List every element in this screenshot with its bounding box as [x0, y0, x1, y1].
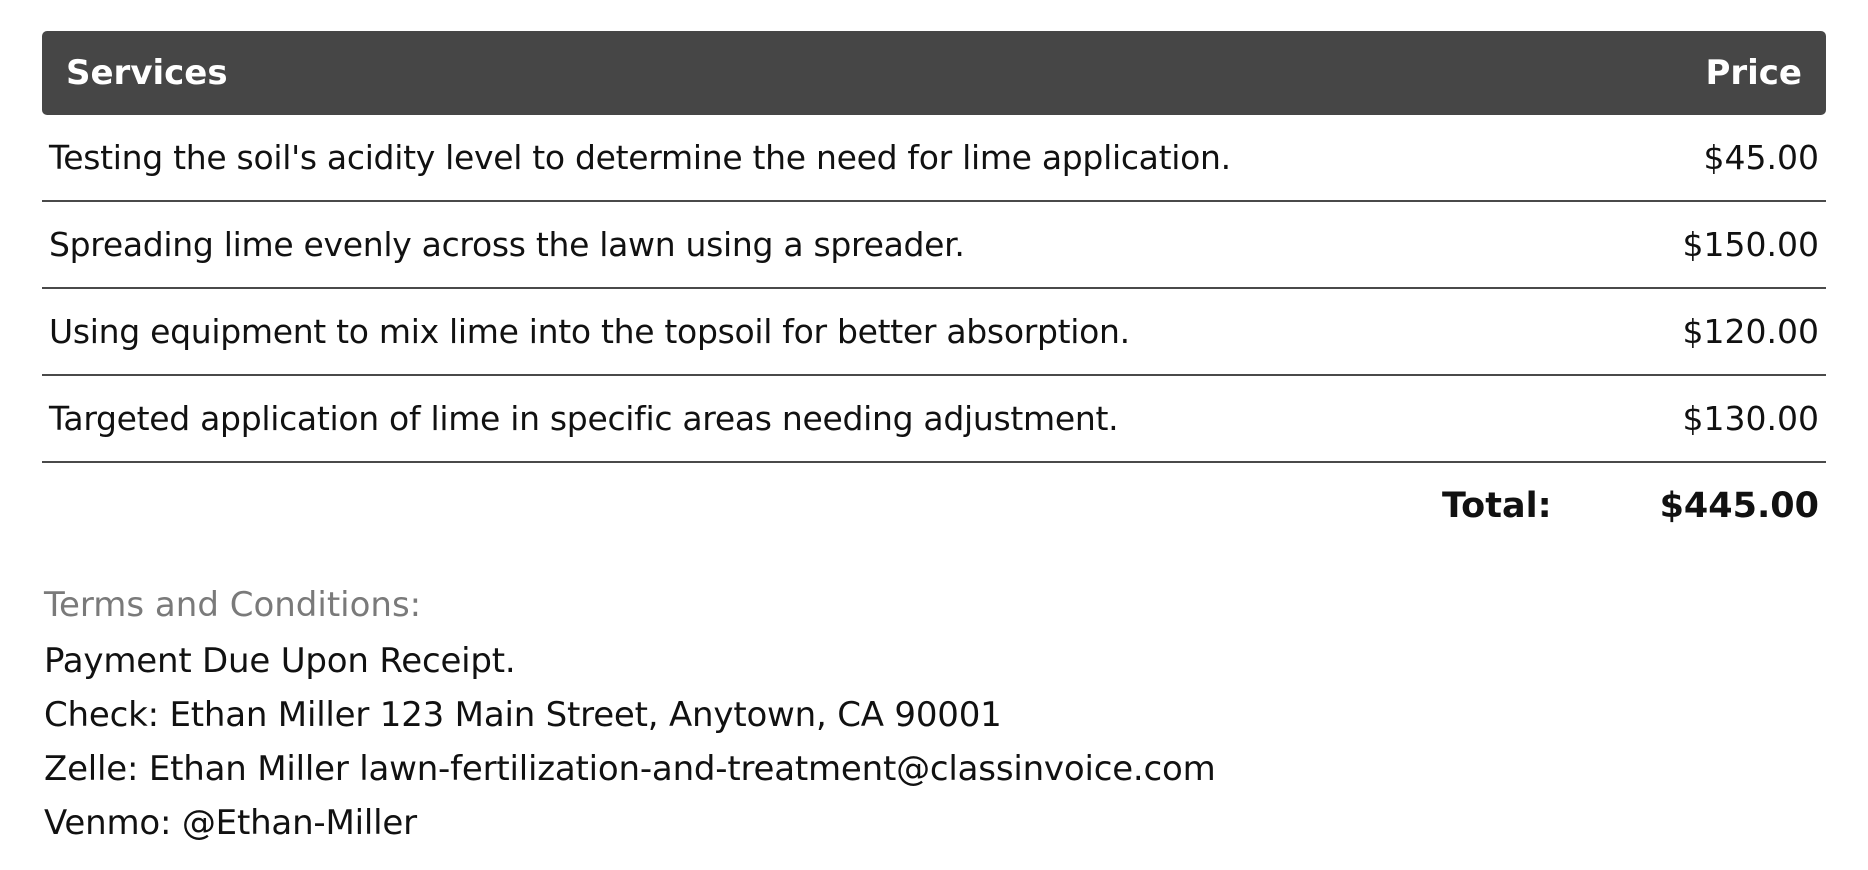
service-price: $150.00	[1682, 225, 1819, 264]
terms-venmo: Venmo: @Ethan-Miller	[44, 803, 417, 843]
table-row	[42, 115, 1826, 202]
service-description: Targeted application of lime in specific areas needing adjustment.	[49, 399, 1119, 438]
table-header	[42, 31, 1826, 115]
price-column-header: Price	[1705, 53, 1802, 93]
services-table	[42, 31, 1826, 549]
service-price: $120.00	[1682, 312, 1819, 351]
service-description: Using equipment to mix lime into the topsoil for better absorption.	[49, 312, 1130, 351]
table-row	[42, 289, 1826, 376]
service-description: Testing the soil's acidity level to determine the need for lime application.	[49, 138, 1231, 177]
terms-section	[44, 578, 1216, 850]
table-row	[42, 376, 1826, 463]
service-price: $45.00	[1703, 138, 1819, 177]
total-row	[42, 463, 1826, 549]
service-price: $130.00	[1682, 399, 1819, 438]
service-description: Spreading lime evenly across the lawn using a spreader.	[49, 225, 965, 264]
terms-check: Check: Ethan Miller 123 Main Street, Anytown, CA 90001	[44, 695, 1002, 735]
terms-title: Terms and Conditions:	[44, 585, 422, 625]
services-column-header: Services	[66, 53, 228, 93]
terms-zelle: Zelle: Ethan Miller lawn-fertilization-and-treatment@classinvoice.com	[44, 749, 1216, 789]
total-value: $445.00	[1659, 486, 1819, 526]
total-label: Total:	[1441, 486, 1552, 526]
terms-payment-due: Payment Due Upon Receipt.	[44, 641, 516, 681]
table-row	[42, 202, 1826, 289]
